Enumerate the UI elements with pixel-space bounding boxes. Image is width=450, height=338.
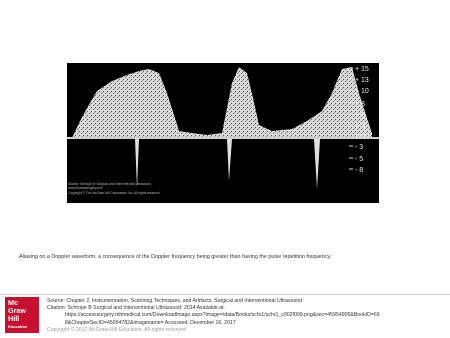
aliased-spike-2 <box>227 139 232 181</box>
scale-label: + 13 <box>355 77 369 84</box>
scale-label: + 10 <box>355 88 369 95</box>
citation-block <box>47 298 447 334</box>
scale-label: - 3 <box>355 144 364 151</box>
baseline <box>67 137 379 139</box>
footer-divider <box>0 294 450 295</box>
scale-label: + 3 <box>355 123 365 130</box>
scale-label: + 15 <box>355 66 369 73</box>
credit-line: Source: Schrope B: Surgical and Interventional Ultrasound <box>68 182 151 186</box>
aliased-spike-1 <box>135 139 139 188</box>
citation-line: Citation: Schrope B Surgical and Interventional Ultrasound; 2014 Available at: <box>47 305 225 312</box>
credit-line: www.accesssurgery.com <box>68 186 103 191</box>
scale-label: - 5 <box>355 156 364 163</box>
scale-label: + 8 <box>355 101 365 108</box>
citation-url-line-2[interactable]: 8&ChapterSecID=45954782&imagename= Accessed: December 16, 2017 <box>65 319 236 326</box>
credit-line: Copyright © The McGraw-Hill Companies, Inc. All rights reserved. <box>68 190 161 195</box>
citation-url-line-1[interactable]: https://accesssurgery.mhmedical.com/DownloadImage.aspx?image=/data/Books/schr1/schr1_c002f009.png&sec=45954905&BookID=69 <box>65 312 380 319</box>
figure-credit <box>68 182 268 195</box>
spectral-envelope-upper <box>72 67 372 138</box>
figure-caption: Aliasing on a Doppler waveform, a consequence of the Doppler frequency being greater than having the pulse repetition frequency. <box>19 254 332 260</box>
mcgraw-hill-logo: Mc Graw Hill Education <box>5 297 39 333</box>
source-line: Source: Chapter 2. Instrumentation, Scanning Techniques, and Artifacts, Surgical and Interventional Ultrasound <box>47 298 303 304</box>
aliased-spike-3 <box>314 139 320 189</box>
scale-label: + 5 <box>355 112 365 119</box>
scale-unit: cm/s <box>356 134 369 140</box>
scale-label: - 8 <box>355 167 364 174</box>
copyright-line: Copyright © 2017 McGraw-Hill Education. All rights reserved <box>47 326 186 333</box>
